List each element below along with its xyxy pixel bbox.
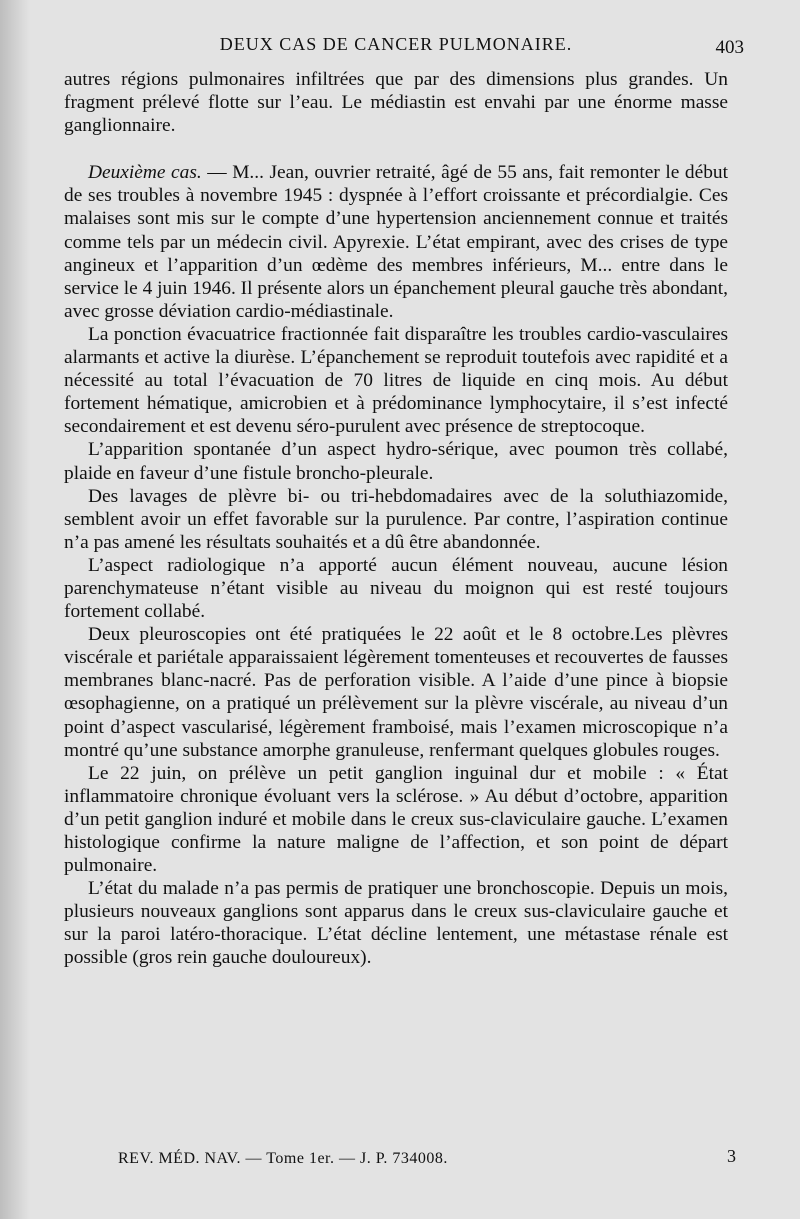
paragraph-ponction: La ponction évacuatrice fractionnée fait disparaître les troubles cardio-vasculaires alarmants et active la diurèse. L’épanchement se reproduit toutefois avec rapidité et a nécessité au total l’évacuation de 70 litres de liquide en cinq mois. Au début fortement hématique, amicrobien et à prédominance lymphocytaire, il s’est infecté secondairement et est devenu séro-purulent avec présence de streptocoque. [64, 323, 728, 438]
paragraph-ganglion: Le 22 juin, on prélève un petit ganglion inguinal dur et mobile : « État inflammatoire chronique évoluant vers la sclérose. » Au début d’octobre, apparition d’un petit ganglion induré et mobile dans le creux sus-claviculaire gauche. L’examen histologique confirme la nature maligne de l’affection, et son point de départ pulmonaire. [64, 762, 728, 877]
page-header [64, 20, 744, 68]
case-text: — M... Jean, ouvrier retraité, âgé de 55 ans, fait remonter le début de ses troubles à novembre 1945 : dyspnée à l’effort croissante et précordialgie. Ces malaises sont mis sur le compte d’une hypertension anciennement connue et traités comme tels par un médecin civil. Apyrexie. L’état empirant, avec des crises de type angineux et l’apparition d’un œdème des membres inférieurs, M... entre dans le service le 4 juin 1946. Il présente alors un épanchement pleural gauche très abondant, avec grosse déviation cardio-médiastinale. [64, 162, 729, 322]
paragraph-apparition: L’apparition spontanée d’un aspect hydro-sérique, avec poumon très collabé, plaide en faveur d’une fistule broncho-pleurale. [64, 439, 728, 484]
footer-citation: REV. MÉD. NAV. — Tome 1er. — J. P. 734008. [118, 1150, 448, 1167]
paragraph-lavages: Des lavages de plèvre bi- ou tri-hebdomadaires avec de la soluthiazomide, semblent avoir un effet favorable sur la purulence. Par contre, l’aspiration continue n’a pas amené les résultats souhaités et a dû être abandonnée. [64, 485, 728, 553]
signature-mark: 3 [727, 1146, 736, 1166]
paragraph-continued: autres régions pulmonaires infiltrées que par des dimensions plus grandes. Un fragment prélevé flotte sur l’eau. Le médiastin est envahi par une énorme masse ganglionnaire. [64, 69, 728, 137]
section-gap [64, 137, 728, 161]
page-edge-shadow [0, 0, 30, 1219]
body-text [64, 68, 728, 970]
paragraph-etat-malade: L’état du malade n’a pas permis de pratiquer une bronchoscopie. Depuis un mois, plusieurs nouveaux ganglions sont apparus dans le creux sus-claviculaire gauche et sur la paroi latéro-thoracique. L’état décline lentement, une métastase rénale est possible (gros rein gauche douloureux). [64, 878, 728, 969]
paragraph-pleuroscopies: Deux pleuroscopies ont été pratiquées le 22 août et le 8 octobre.Les plèvres viscérale et pariétale apparaissaient légèrement tomenteuses et recouvertes de fausses membranes blanc-nacré. Pas de perforation visible. A l’aide d’une pince à biopsie œsophagienne, on a pratiqué un prélèvement sur la plèvre viscérale, au niveau d’un point d’aspect vascularisé, légèrement framboisé, mais l’examen microscopique n’a montré qu’une substance amorphe granuleuse, renfermant quelques globules rouges. [64, 624, 728, 761]
running-title: DEUX CAS DE CANCER PULMONAIRE. [219, 34, 573, 54]
paragraph-radiologique: L’aspect radiologique n’a apporté aucun élément nouveau, aucune lésion parenchymateuse n’étant visible au niveau du moignon qui est resté toujours fortement collabé. [64, 554, 728, 623]
case-label: Deuxième cas. [88, 162, 202, 184]
page-footer [64, 1146, 736, 1180]
page-number: 403 [715, 37, 744, 58]
paragraph-second-case [64, 161, 728, 323]
